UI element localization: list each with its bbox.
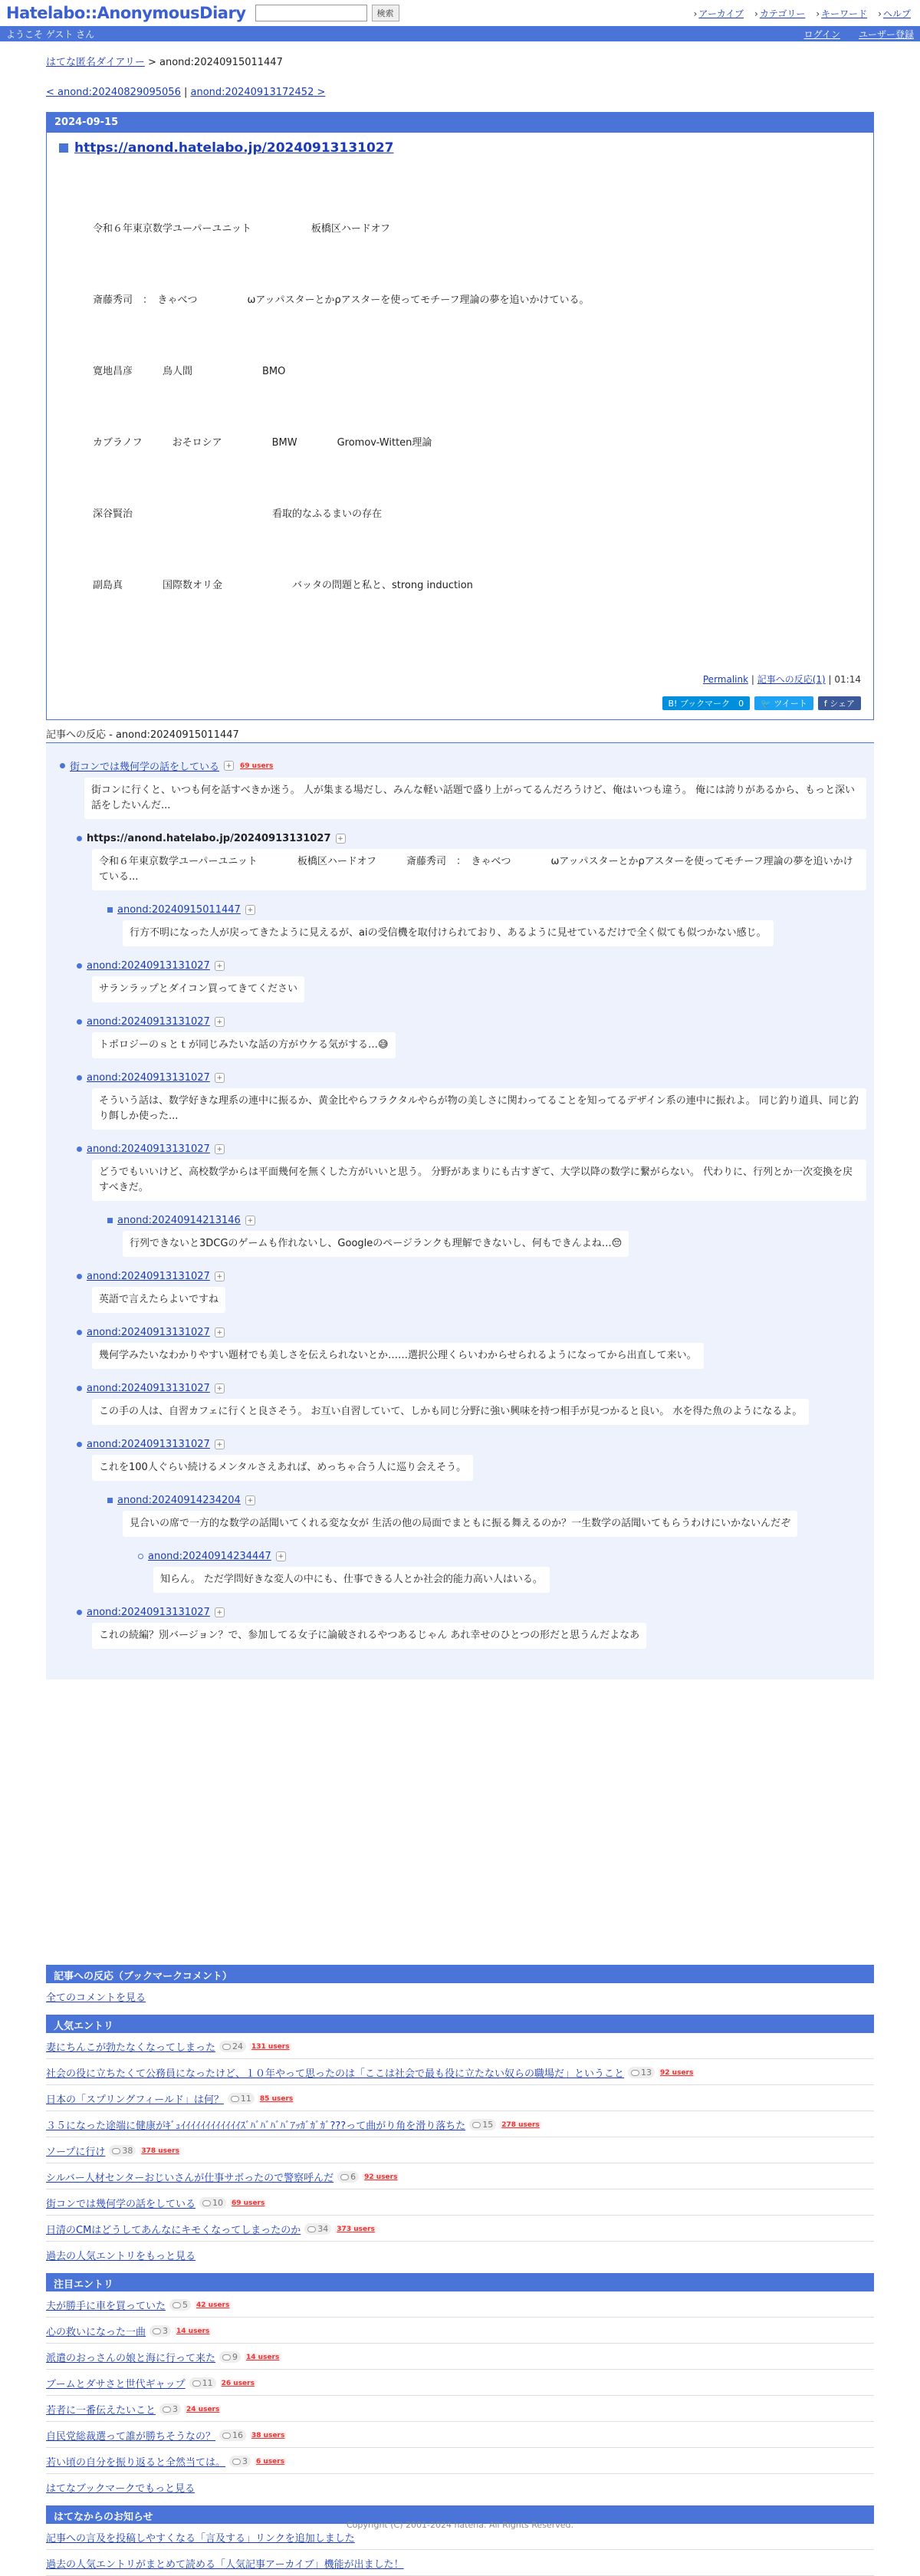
reaction-header: [77, 1072, 866, 1084]
comment-count-value: 16: [232, 2430, 244, 2440]
reaction-link[interactable]: anond:20240913131027: [87, 1072, 210, 1084]
entry-box: [46, 112, 874, 720]
bookmark-users[interactable]: 24 users: [186, 2405, 220, 2413]
expand-icon[interactable]: +: [215, 1017, 225, 1027]
entry-link[interactable]: 街コンでは幾何学の話をしている: [46, 2199, 196, 2210]
bullet-icon: [60, 763, 65, 768]
bullet-icon: [77, 1019, 82, 1025]
entry-row: [46, 2189, 874, 2216]
entry-link[interactable]: 自民党総裁選って誰が勝ちそうなの？: [46, 2431, 216, 2443]
bullet-icon: [107, 907, 113, 913]
popular-more-row: [46, 2242, 874, 2267]
prev-entry-link[interactable]: < anond:20240829095056: [46, 87, 181, 98]
comment-count-value: 10: [212, 2198, 224, 2208]
tweet-label: ツイート: [774, 699, 807, 709]
welcome-text: ようこそ ゲスト さん: [6, 28, 95, 40]
bookmark-users[interactable]: 373 users: [337, 2225, 375, 2233]
comment-bubble-icon: [172, 2302, 181, 2308]
comment-count-value: 38: [122, 2146, 133, 2156]
entry-row: [46, 2370, 874, 2396]
notable-header: 注目エントリ: [46, 2273, 874, 2291]
comment-bubble-icon: [202, 2200, 211, 2206]
copyright: Copyright (C) 2001-2024 hatena. All Rights Reserved.: [347, 2520, 573, 2530]
entry-body: [93, 169, 861, 645]
reaction-header: [77, 960, 866, 972]
breadcrumb-home[interactable]: はてな匿名ダイアリー: [46, 57, 145, 68]
reaction-link[interactable]: anond:20240913131027: [87, 1607, 210, 1618]
comment-count[interactable]: [304, 2223, 331, 2235]
comment-count[interactable]: [628, 2067, 655, 2078]
reaction-header: [107, 904, 866, 916]
reaction-body: 幾何学みたいなわかりやすい題材でも美しさを伝えられないとか……選択公理くらいわからせられるようになってから出直して来い。: [92, 1343, 704, 1369]
bookmark-comments-header: 記事への反応（ブックマークコメント）: [46, 1965, 874, 1983]
permalink[interactable]: Permalink: [702, 674, 749, 685]
reaction-body: 行方不明になった人が戻ってきたように見えるが、aiの受信機を取付けられており、あるように見せているだけで全く似ても似つかない感じ。: [123, 920, 774, 946]
reaction-link[interactable]: anond:20240913131027: [87, 1016, 210, 1028]
comment-bubble-icon: [631, 2070, 639, 2076]
entry-row: [46, 2216, 874, 2242]
expand-icon[interactable]: +: [215, 1144, 225, 1154]
comment-count[interactable]: [199, 2197, 226, 2209]
entry-row: [46, 2111, 874, 2137]
comment-bubble-icon: [112, 2148, 120, 2154]
entry-line: カブラノフ おそロシア BMW Gromov-Witten理論: [93, 437, 432, 449]
reaction-body: 令和６年東京数学ユーパーユニット 板橋区ハードオフ 斎藤秀司 ： きゃべつ ωアッパスターとかρアスターを使ってモチーフ理論の夢を追いかけている...: [92, 849, 866, 890]
reaction-link[interactable]: https://anond.hatelabo.jp/20240913131027: [87, 833, 331, 844]
reaction-link[interactable]: anond:20240914213146: [117, 1215, 241, 1226]
bookmark-users[interactable]: 378 users: [141, 2147, 179, 2155]
news-link[interactable]: 記事への言及を投稿しやすくなる「言及する」リンクを追加しました: [46, 2533, 355, 2545]
nav-help[interactable]: › ヘルプ: [878, 7, 911, 20]
reactions-tree: [46, 743, 874, 1679]
reaction-header: [77, 833, 866, 844]
bullet-icon: [77, 963, 82, 969]
comment-bubble-icon: [232, 2459, 241, 2465]
comment-count-value: 9: [232, 2352, 238, 2362]
entry-link[interactable]: ソープに行け: [46, 2147, 106, 2158]
entry-row: [46, 2396, 874, 2422]
reaction-top-link[interactable]: 街コンでは幾何学の話をしている: [70, 762, 220, 773]
bullet-icon: [77, 836, 82, 841]
entry-line: 斎藤秀司 ： きゃべつ ωアッパスターとかρアスターを使ってモチーフ理論の夢を追いかけている。: [93, 294, 590, 306]
entry-row: [46, 2291, 874, 2318]
entry-link[interactable]: 派遣のおっさんの娘と海に行って来た: [46, 2353, 216, 2364]
square-icon: [59, 143, 68, 153]
comment-count[interactable]: [228, 2093, 255, 2104]
bookmark-users[interactable]: 26 users: [221, 2379, 255, 2387]
expand-icon[interactable]: +: [215, 1607, 225, 1617]
entry-footer: Permalink | 記事への反応(1) | 01:14: [702, 674, 861, 685]
reaction-body: これの続編？別バージョン？で、参加してる女子に論破されるやつあるじゃん あれ幸せのひとつの形だと思うんだよなあ: [92, 1623, 646, 1649]
facebook-share-button[interactable]: [818, 696, 861, 710]
entry-row: [46, 2085, 874, 2111]
expand-icon[interactable]: +: [224, 761, 234, 771]
login-link[interactable]: ログイン: [803, 28, 840, 40]
comment-count[interactable]: [337, 2171, 359, 2183]
comment-count-value: 34: [317, 2224, 329, 2234]
main-content: [46, 54, 874, 2576]
popular-more-link[interactable]: 過去の人気エントリをもっと見る: [46, 2251, 196, 2262]
comment-count-value: 5: [182, 2300, 189, 2310]
entry-link[interactable]: ３５になった途端に健康がｷﾞｭｲｲｲｲｲｲｲｲｲｲｲｲｽﾞﾊﾞﾊﾞﾊﾞﾊﾞｱｯｶﾞｶﾞｶﾞ???って曲がり角を滑り落ちた: [46, 2120, 466, 2132]
comment-bubble-icon: [307, 2226, 316, 2232]
entry-line: 深谷賢治 看取的なふるまいの存在: [93, 508, 383, 520]
expand-icon[interactable]: +: [215, 1439, 225, 1449]
entry-time: 01:14: [834, 674, 861, 685]
entry-link[interactable]: 日本の「スプリングフィールド」は何？: [46, 2094, 224, 2106]
reaction-header: [77, 1016, 866, 1028]
entry-line: 寛地昌彦 鳥人間 BMO: [93, 366, 286, 377]
comment-count[interactable]: [229, 2456, 251, 2467]
bullet-icon: [77, 1610, 82, 1615]
bullet-icon: [77, 1147, 82, 1152]
news-row: [46, 2550, 874, 2576]
bookmark-users[interactable]: 92 users: [364, 2173, 398, 2181]
site-logo[interactable]: Hatelabo::AnonymousDiary: [6, 4, 246, 22]
bullet-icon: [138, 1554, 143, 1559]
reaction-body: 英語で言えたらよいですね: [92, 1287, 225, 1313]
reaction-body: トポロジーのｓとｔが同じみたいな話の方がウケる気がする…😅: [92, 1032, 396, 1058]
breadcrumb-current: anond:20240915011447: [159, 57, 283, 68]
expand-icon[interactable]: +: [276, 1551, 286, 1561]
bullet-icon: [77, 1386, 82, 1391]
comment-count[interactable]: [159, 2403, 181, 2415]
bookmark-users[interactable]: 92 users: [660, 2068, 694, 2077]
comment-count-value: 13: [641, 2068, 652, 2078]
reaction-header: [138, 1551, 866, 1562]
comment-count[interactable]: [219, 2041, 246, 2052]
reaction-link[interactable]: anond:20240913131027: [87, 1439, 210, 1450]
page-nav-sep: |: [180, 87, 191, 98]
breadcrumb: [46, 54, 874, 68]
entry-link[interactable]: 心の救いになった一曲: [46, 2327, 146, 2338]
page-nav: [46, 87, 874, 98]
comment-count-value: 6: [350, 2172, 356, 2182]
comment-bubble-icon: [192, 2380, 201, 2387]
comment-bubble-icon: [340, 2174, 349, 2180]
bookmark-users[interactable]: 131 users: [251, 2042, 290, 2051]
expand-icon[interactable]: +: [245, 1216, 255, 1225]
next-entry-link[interactable]: anond:20240913172452 >: [190, 87, 326, 98]
entry-link[interactable]: 夫が勝手に車を買っていた: [46, 2301, 166, 2312]
reaction-header: [77, 1383, 866, 1394]
entry-link[interactable]: ブームとダサさと世代ギャップ: [46, 2379, 186, 2390]
entry-row: [46, 2059, 874, 2085]
entry-row: [46, 2344, 874, 2370]
bookmark-button[interactable]: B! ブックマーク 0: [662, 696, 751, 710]
comment-count[interactable]: [219, 2430, 246, 2441]
entry-row: [46, 2318, 874, 2344]
comment-bubble-icon: [222, 2044, 231, 2050]
reaction-top-body: 街コンに行くと、いつも何を話すべきか迷う。 人が集まる場だし、みんな軽い話題で盛り上がってるんだろうけど、俺はいつも違う。 俺には誇りがあるから、もっと深い話をしたいんだ...: [84, 778, 866, 819]
comment-count[interactable]: [169, 2299, 191, 2311]
share-buttons: [59, 696, 861, 713]
popular-header: 人気エントリ: [46, 2015, 874, 2033]
entry-line: 令和６年東京数学ユーパーユニット 板橋区ハードオフ: [93, 223, 391, 235]
header-nav: [694, 7, 912, 20]
bookmark-users[interactable]: 42 users: [196, 2301, 230, 2309]
comment-count-value: 3: [242, 2456, 248, 2466]
bullet-icon: [107, 1498, 113, 1503]
bookmark-users[interactable]: 85 users: [259, 2094, 294, 2103]
entry-link[interactable]: 若者に一番伝えたいこと: [46, 2405, 156, 2416]
all-comments-link[interactable]: 全てのコメントを見る: [46, 1992, 146, 2004]
comment-count[interactable]: [150, 2325, 171, 2337]
reaction-body: 知らん。 ただ学問好きな変人の中にも、仕事できる人とか社会的能力高い人はいる。: [153, 1567, 550, 1593]
comment-count-value: 24: [232, 2041, 244, 2051]
bullet-icon: [77, 1330, 82, 1335]
expand-icon[interactable]: +: [245, 905, 255, 915]
notable-more-link[interactable]: はてなブックマークでもっと見る: [46, 2483, 196, 2495]
bookmark-users[interactable]: 14 users: [246, 2353, 280, 2361]
expand-icon[interactable]: +: [245, 1495, 255, 1505]
entry-link[interactable]: 日清のCMはどうしてあんなにキモくなってしまったのか: [46, 2225, 301, 2236]
user-bar: [0, 26, 920, 41]
reaction-body: 見合いの席で一方的な数学の話聞いてくれる変な女が 生活の他の局面でまともに振る舞えるのか？一生数学の話聞いてもらうわけにいかないんだぞ: [123, 1511, 797, 1537]
bullet-icon: [77, 1442, 82, 1447]
reaction-link[interactable]: anond:20240913131027: [87, 1383, 210, 1394]
share-label: シェア: [830, 699, 855, 709]
entry-row: [46, 2033, 874, 2059]
site-header: [0, 0, 920, 26]
reaction-header: [107, 1215, 866, 1226]
reaction-link[interactable]: anond:20240914234204: [117, 1495, 241, 1506]
bookmark-users[interactable]: 278 users: [501, 2120, 540, 2129]
search-input[interactable]: [255, 5, 367, 21]
entry-link[interactable]: 社会の役に立ちたくて公務員になったけど、１０年やって思ったのは「ここは社会で最も役に立たない奴らの職場だ」ということ: [46, 2068, 625, 2080]
bullet-icon: [77, 1274, 82, 1279]
reaction-body: 行列できないと3DCGのゲームも作れないし、Googleのページランクも理解できないし、何もできんよね…😔: [123, 1231, 629, 1257]
nav-keyword[interactable]: › キーワード: [816, 7, 867, 20]
expand-icon[interactable]: +: [215, 1383, 225, 1393]
bullet-icon: [77, 1075, 82, 1081]
reaction-link[interactable]: anond:20240915011447: [117, 904, 241, 916]
reaction-header: [77, 1607, 866, 1618]
entry-line: 副島真 国際数オリ金 バッタの問題と私と、strong induction: [93, 580, 473, 591]
reaction-link[interactable]: anond:20240913131027: [87, 1327, 210, 1338]
comment-count[interactable]: [469, 2119, 496, 2130]
expand-icon[interactable]: +: [215, 1327, 225, 1337]
expand-icon[interactable]: +: [215, 1073, 225, 1083]
notable-list: [46, 2291, 874, 2474]
expand-icon[interactable]: +: [215, 1272, 225, 1281]
reaction-body: どうでもいいけど、高校数学からは平面幾何を無くした方がいいと思う。 分野があまりにも古すぎて、大学以降の数学に繋がらない。 代わりに、行列とか一次変換を戻すべきだ。: [92, 1160, 866, 1201]
bookmark-users[interactable]: 69 users: [232, 2199, 265, 2207]
comment-bubble-icon: [472, 2122, 481, 2128]
bookmark-users[interactable]: 38 users: [251, 2431, 285, 2439]
reaction-list: [54, 833, 866, 1656]
reaction-body: この手の人は、自習カフェに行くと良さそう。 お互い自習していて、しかも同じ分野に強い興味を持つ相手が見つかると良い。 水を得た魚のようになるよ。: [92, 1399, 809, 1425]
entry-row: [46, 2137, 874, 2163]
entry-link[interactable]: 若い頃の自分を振り返ると全然当ては。: [46, 2457, 226, 2469]
reaction-link[interactable]: anond:20240913131027: [87, 1271, 210, 1282]
expand-icon[interactable]: +: [215, 961, 225, 971]
comment-count[interactable]: [189, 2377, 216, 2389]
bullet-icon: [107, 1218, 113, 1223]
comment-bubble-icon: [163, 2407, 171, 2413]
bookmark-users[interactable]: 69 users: [240, 762, 274, 770]
comment-count-value: 3: [172, 2404, 179, 2414]
expand-icon[interactable]: +: [336, 834, 346, 844]
comment-count[interactable]: [219, 2351, 241, 2363]
all-comments-row: [46, 1983, 874, 2008]
news-link[interactable]: 過去の人気エントリがまとめて読める「人気記事アーカイブ」機能が出ました！: [46, 2559, 404, 2571]
reaction-body: これを100人ぐらい続けるメンタルさえあれば、めっちゃ合う人に巡り会えそう。: [92, 1455, 473, 1481]
reaction-header: [77, 1143, 866, 1155]
bookmark-users[interactable]: 6 users: [256, 2457, 285, 2466]
breadcrumb-sep: >: [144, 57, 160, 68]
comment-bubble-icon: [231, 2096, 239, 2102]
comment-bubble-icon: [153, 2328, 161, 2334]
facebook-icon: f: [823, 698, 830, 709]
comment-count-value: 15: [482, 2120, 494, 2130]
reactions-link[interactable]: 記事への反応(1): [757, 674, 826, 685]
reaction-top-header: [60, 758, 866, 773]
comment-bubble-icon: [222, 2354, 231, 2361]
entry-title: [59, 140, 861, 156]
entry-row: [46, 2163, 874, 2189]
sidebar: [46, 1965, 874, 2576]
reaction-link[interactable]: anond:20240913131027: [87, 960, 210, 972]
twitter-icon: 🐦: [761, 698, 774, 709]
comment-count[interactable]: [109, 2145, 136, 2157]
reaction-header: [77, 1271, 866, 1282]
comment-count-value: 3: [163, 2326, 169, 2336]
register-link[interactable]: ユーザー登録: [858, 28, 914, 40]
popular-list: [46, 2033, 874, 2242]
tweet-button[interactable]: [754, 696, 813, 710]
reaction-link[interactable]: anond:20240914234447: [148, 1551, 271, 1562]
comment-count-value: 11: [202, 2378, 213, 2388]
nav-archive[interactable]: › アーカイブ: [694, 7, 744, 20]
comment-bubble-icon: [222, 2433, 231, 2439]
entry-link[interactable]: 妻にちんこが勃たなくなってしまった: [46, 2042, 216, 2054]
notable-more-row: [46, 2474, 874, 2499]
entry-date: 2024-09-15: [47, 113, 873, 133]
reaction-header: [77, 1327, 866, 1338]
entry-title-link[interactable]: https://anond.hatelabo.jp/20240913131027: [74, 140, 394, 156]
reaction-link[interactable]: anond:20240913131027: [87, 1143, 210, 1155]
news-header: はてなからのお知らせ: [46, 2505, 874, 2524]
search-button[interactable]: 検索: [372, 5, 399, 21]
reaction-body: そういう話は、数学好きな理系の連中に振るか、黄金比やらフラクタルやらが物の美しさに関わってることを知ってるデザイン系の連中に振れよ。 同じ釣り道具、同じ釣り餌しか使った...: [92, 1088, 866, 1130]
reaction-header: [77, 1439, 866, 1450]
entry-row: [46, 2422, 874, 2448]
nav-category[interactable]: › カテゴリー: [754, 7, 805, 20]
entry-link[interactable]: シルバー人材センターおじいさんが仕事サボったので警察呼んだ: [46, 2173, 334, 2184]
comment-count-value: 11: [240, 2094, 251, 2104]
entry-row: [46, 2448, 874, 2474]
reactions-title: 記事への反応 - anond:20240915011447: [46, 726, 874, 743]
reaction-body: サランラップとダイコン買ってきてください: [92, 976, 304, 1002]
bookmark-users[interactable]: 14 users: [176, 2327, 210, 2335]
reaction-header: [107, 1495, 866, 1506]
